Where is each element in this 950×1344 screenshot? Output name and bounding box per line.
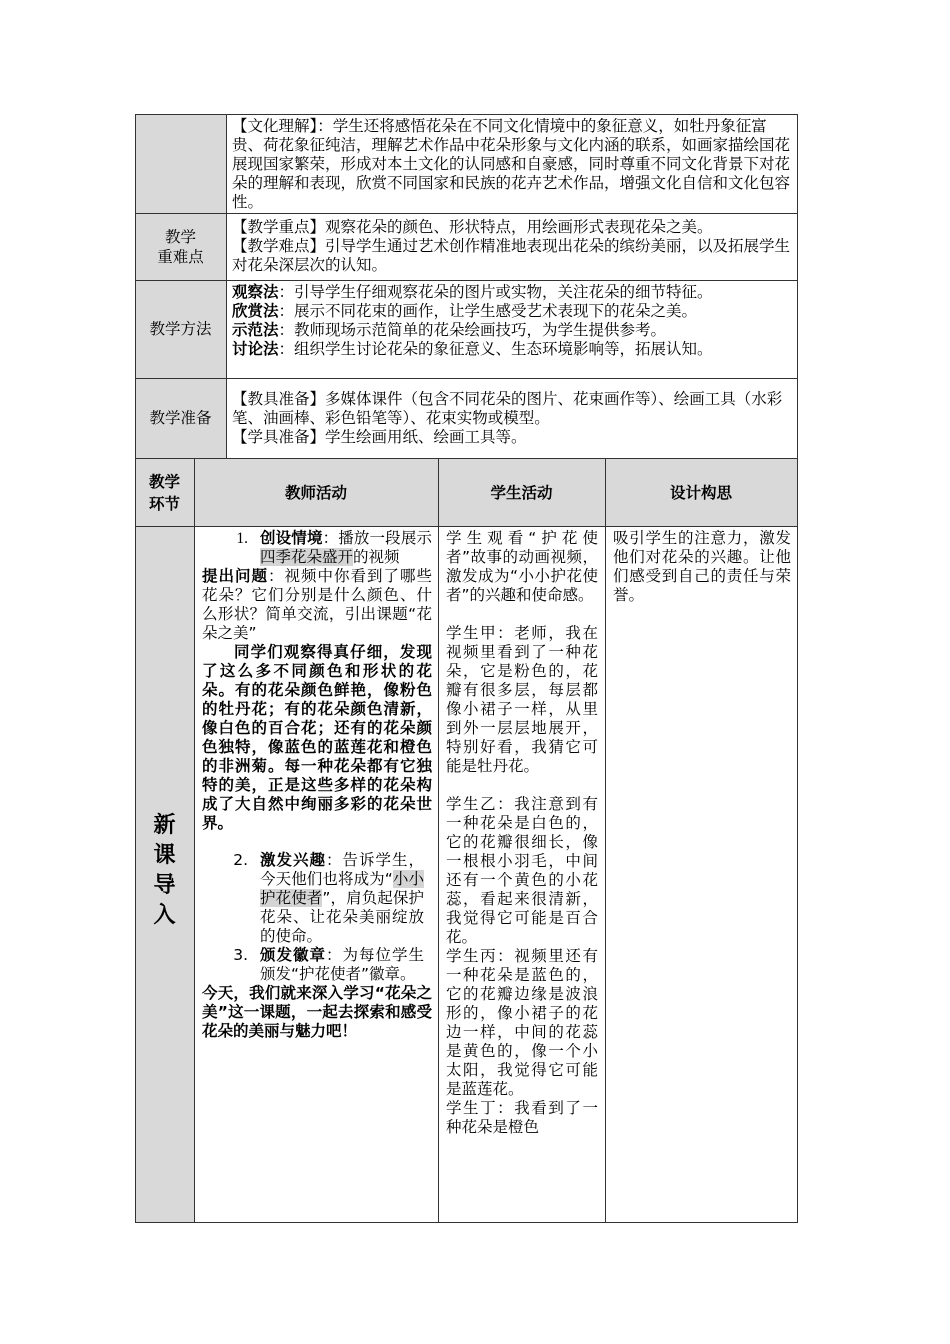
methods-label: 教学方法 [135, 280, 226, 378]
method-item: 欣赏法：展示不同花束的画作，让学生感受艺术表现下的花朵之美。 [232, 302, 698, 320]
grid-line [135, 458, 798, 459]
stage-char: 课 [153, 842, 176, 868]
teacher-activity [202, 529, 432, 1041]
methods-text [232, 283, 792, 359]
method-item: 观察法：引导学生仔细观察花朵的图片或实物，关注花朵的细节特征。 [232, 283, 713, 301]
student-paragraph: 学生乙：我注意到有一种花朵是白色的，它的花瓣很细长，像一根根小羽毛，中间还有一个黄色的小花蕊，看起来很清新，我觉得它可能是百合花。 [446, 795, 598, 946]
grid-line [135, 114, 798, 115]
stage-char: 新 [153, 812, 176, 838]
student-paragraph: 学生甲：老师，我在视频里看到了一种花朵，它是粉色的，花瓣有很多层，每层都像小裙子一样，从里到外一层层地展开，特别好看，我猜它可能是牡丹花。 [446, 624, 598, 775]
method-item: 示范法：教师现场示范简单的花朵绘画技巧，为学生提供参考。 [232, 321, 667, 339]
highlight-text: 小小护花使者 [260, 870, 424, 907]
grid-line [135, 526, 798, 527]
header-stage: 教学 环节 [135, 458, 194, 526]
header-design: 设计构思 [605, 458, 797, 526]
focus-line: 【教学重点】观察花朵的颜色、形状特点，用绘画形式表现花朵之美。 [232, 218, 713, 236]
stage-char: 入 [153, 902, 176, 928]
culture-label-cell [135, 115, 226, 213]
grid-line [135, 114, 136, 1223]
grid-line [194, 458, 195, 1223]
student-activity [446, 529, 598, 1137]
key-points-text [232, 218, 792, 275]
teacher-summary: 同学们观察得真仔细，发现了这么多不同颜色和形状的花朵。有的花朵颜色鲜艳，像粉色的牡丹花；有的花朵颜色清新，像白色的百合花；还有的花朵颜色独特，像蓝色的蓝莲花和橙色的非洲菊。每一种花朵都有它独特的美，正是这些多样的花朵构成了大自然中绚丽多彩的花朵世界。 [202, 643, 432, 832]
teacher-closing: 今天，我们就来深入学习“花朵之美”这一课题，一起去探索和感受花朵的美丽与魅力吧！ [202, 984, 432, 1040]
student-paragraph: 学生丙：视频里还有一种花朵是蓝色的，它的花瓣边缘是波浪形的，像小裙子的花边一样，中间的花蕊是黄色的，像一个小太阳，我觉得它可能是蓝莲花。 [446, 947, 598, 1098]
highlight-text: 四季花朵盛开 [260, 548, 354, 566]
student-paragraph: 学生丁：我看到了一种花朵是橙色 [446, 1099, 598, 1136]
header-teacher: 教师活动 [194, 458, 438, 526]
grid-line [226, 114, 227, 458]
teacher-item-3: 3. 颁发徽章：为每位学生颁发“护花使者”徽章。 [233, 946, 424, 983]
difficulty-line: 【教学难点】引导学生通过艺术创作精准地表现出花朵的缤纷美丽，以及拓展学生对花朵深层次的认知。 [232, 237, 791, 274]
grid-line [135, 280, 798, 281]
key-points-label: 教学 重难点 [135, 213, 226, 280]
teacher-item-2: 2. 激发兴趣：告诉学生，今天他们也将成为“小小护花使者”，肩负起保护花朵、让花朵美丽绽放的使命。 [233, 851, 424, 945]
grid-line [135, 1222, 798, 1223]
prep-label: 教学准备 [135, 378, 226, 458]
grid-line [797, 114, 798, 1223]
student-prep-line: 【学具准备】学生绘画用纸、绘画工具等。 [232, 428, 527, 446]
design-text: 吸引学生的注意力，激发他们对花朵的兴趣。让他们感受到自己的责任与荣誉。 [613, 529, 791, 604]
grid-line [135, 213, 798, 214]
teacher-item-1: 1. 创设情境：播放一段展示四季花朵盛开的视频 [236, 529, 432, 566]
teacher-question: 提出问题：视频中你看到了哪些花朵？它们分别是什么颜色、什么形状？简单交流，引出课题“花朵之美” [202, 567, 432, 642]
student-paragraph: 学生观看“护花使者”故事的动画视频，激发成为“小小护花使者”的兴趣和使命感。 [446, 529, 598, 604]
stage-cell [135, 526, 194, 1223]
prep-text [232, 390, 792, 447]
stage-char: 导 [153, 872, 176, 898]
tools-line: 【教具准备】多媒体课件（包含不同花朵的图片、花束画作等）、绘画工具（水彩笔、油画棒、彩色铅笔等）、花束实物或模型。 [232, 390, 783, 427]
method-item: 讨论法：组织学生讨论花朵的象征意义、生态环境影响等，拓展认知。 [232, 340, 713, 358]
grid-line [605, 458, 606, 1223]
grid-line [135, 378, 798, 379]
grid-line [438, 458, 439, 1223]
header-student: 学生活动 [438, 458, 605, 526]
culture-text: 【文化理解】：学生还将感悟花朵在不同文化情境中的象征意义，如牡丹象征富贵、荷花象征纯洁，理解艺术作品中花朵形象与文化内涵的联系，如画家描绘国花展现国家繁荣，形成对本土文化的认同感和自豪感，同时尊重不同文化背景下对花朵的理解和表现，欣赏不同国家和民族的花卉艺术作品，增强文化自信和文化包容性。 [232, 117, 791, 211]
